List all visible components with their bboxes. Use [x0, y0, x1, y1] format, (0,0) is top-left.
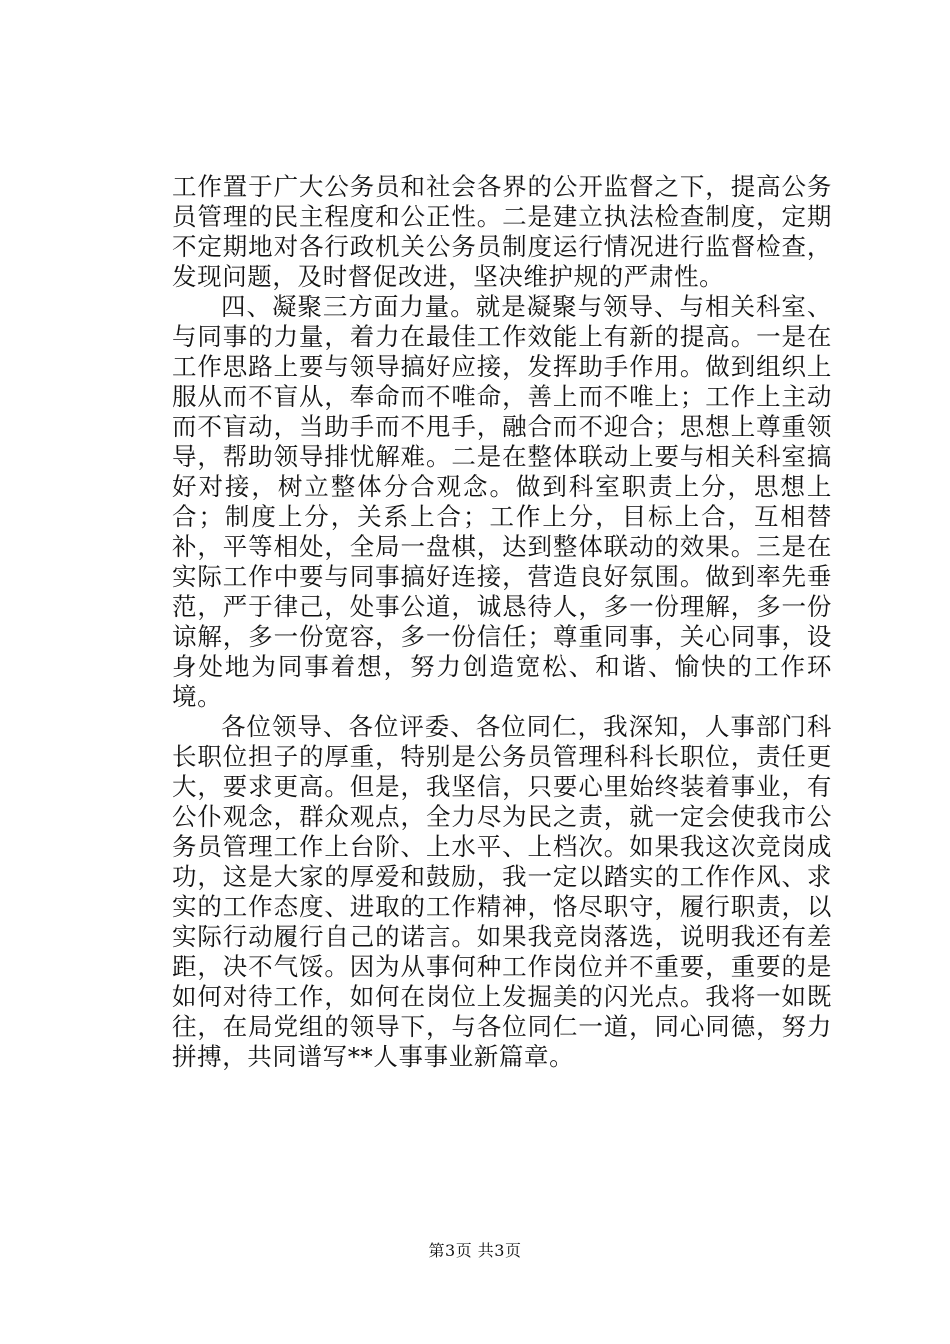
page-footer [0, 1241, 950, 1261]
paragraph-continued: 工作置于广大公务员和社会各界的公开监督之下，提高公务员管理的民主程度和公正性。二是建立执法检查制度，定期不定期地对各行政机关公务员制度运行情况进行监督检查，发现问题，及时督促改进，坚决维护规的严肃性。 [172, 172, 832, 291]
paragraph-closing: 各位领导、各位评委、各位同仁，我深知，人事部门科长职位担子的厚重，特别是公务员管理科科长职位，责任更大，要求更高。但是，我坚信，只要心里始终装着事业，有公仆观念，群众观点，全力尽为民之责，就一定会使我市公务员管理工作上台阶、上水平、上档次。如果我这次竞岗成功，这是大家的厚爱和鼓励，我一定以踏实的工作作风、求实的工作态度、进取的工作精神，恪尽职守，履行职责，以实际行动履行自己的诺言。如果我竞岗落选，说明我还有差距，决不气馁。因为从事何种工作岗位并不重要，重要的是如何对待工作，如何在岗位上发掘美的闪光点。我将一如既往，在局党组的领导下，与各位同仁一道，同心同德，努力拼搏，共同谱写**人事事业新篇章。 [172, 712, 832, 1071]
document-body [172, 172, 832, 1072]
paragraph-section-four: 四、凝聚三方面力量。就是凝聚与领导、与相关科室、与同事的力量，着力在最佳工作效能上有新的提高。一是在工作思路上要与领导搞好应接，发挥助手作用。做到组织上服从而不盲从，奉命而不唯命，善上而不唯上；工作上主动而不盲动，当助手而不甩手，融合而不迎合；思想上尊重领导，帮助领导排忧解难。二是在整体联动上要与相关科室搞好对接，树立整体分合观念。做到科室职责上分，思想上合；制度上分，关系上合；工作上分，目标上合，互相替补，平等相处，全局一盘棋，达到整体联动的效果。三是在实际工作中要与同事搞好连接，营造良好氛围。做到率先垂范，严于律己，处事公道，诚恳待人，多一份理解，多一份谅解，多一份宽容，多一份信任；尊重同事，关心同事，设身处地为同事着想，努力创造宽松、和谐、愉快的工作环境。 [172, 292, 832, 711]
page-number-label: 第3页 共3页 [428, 1241, 522, 1260]
